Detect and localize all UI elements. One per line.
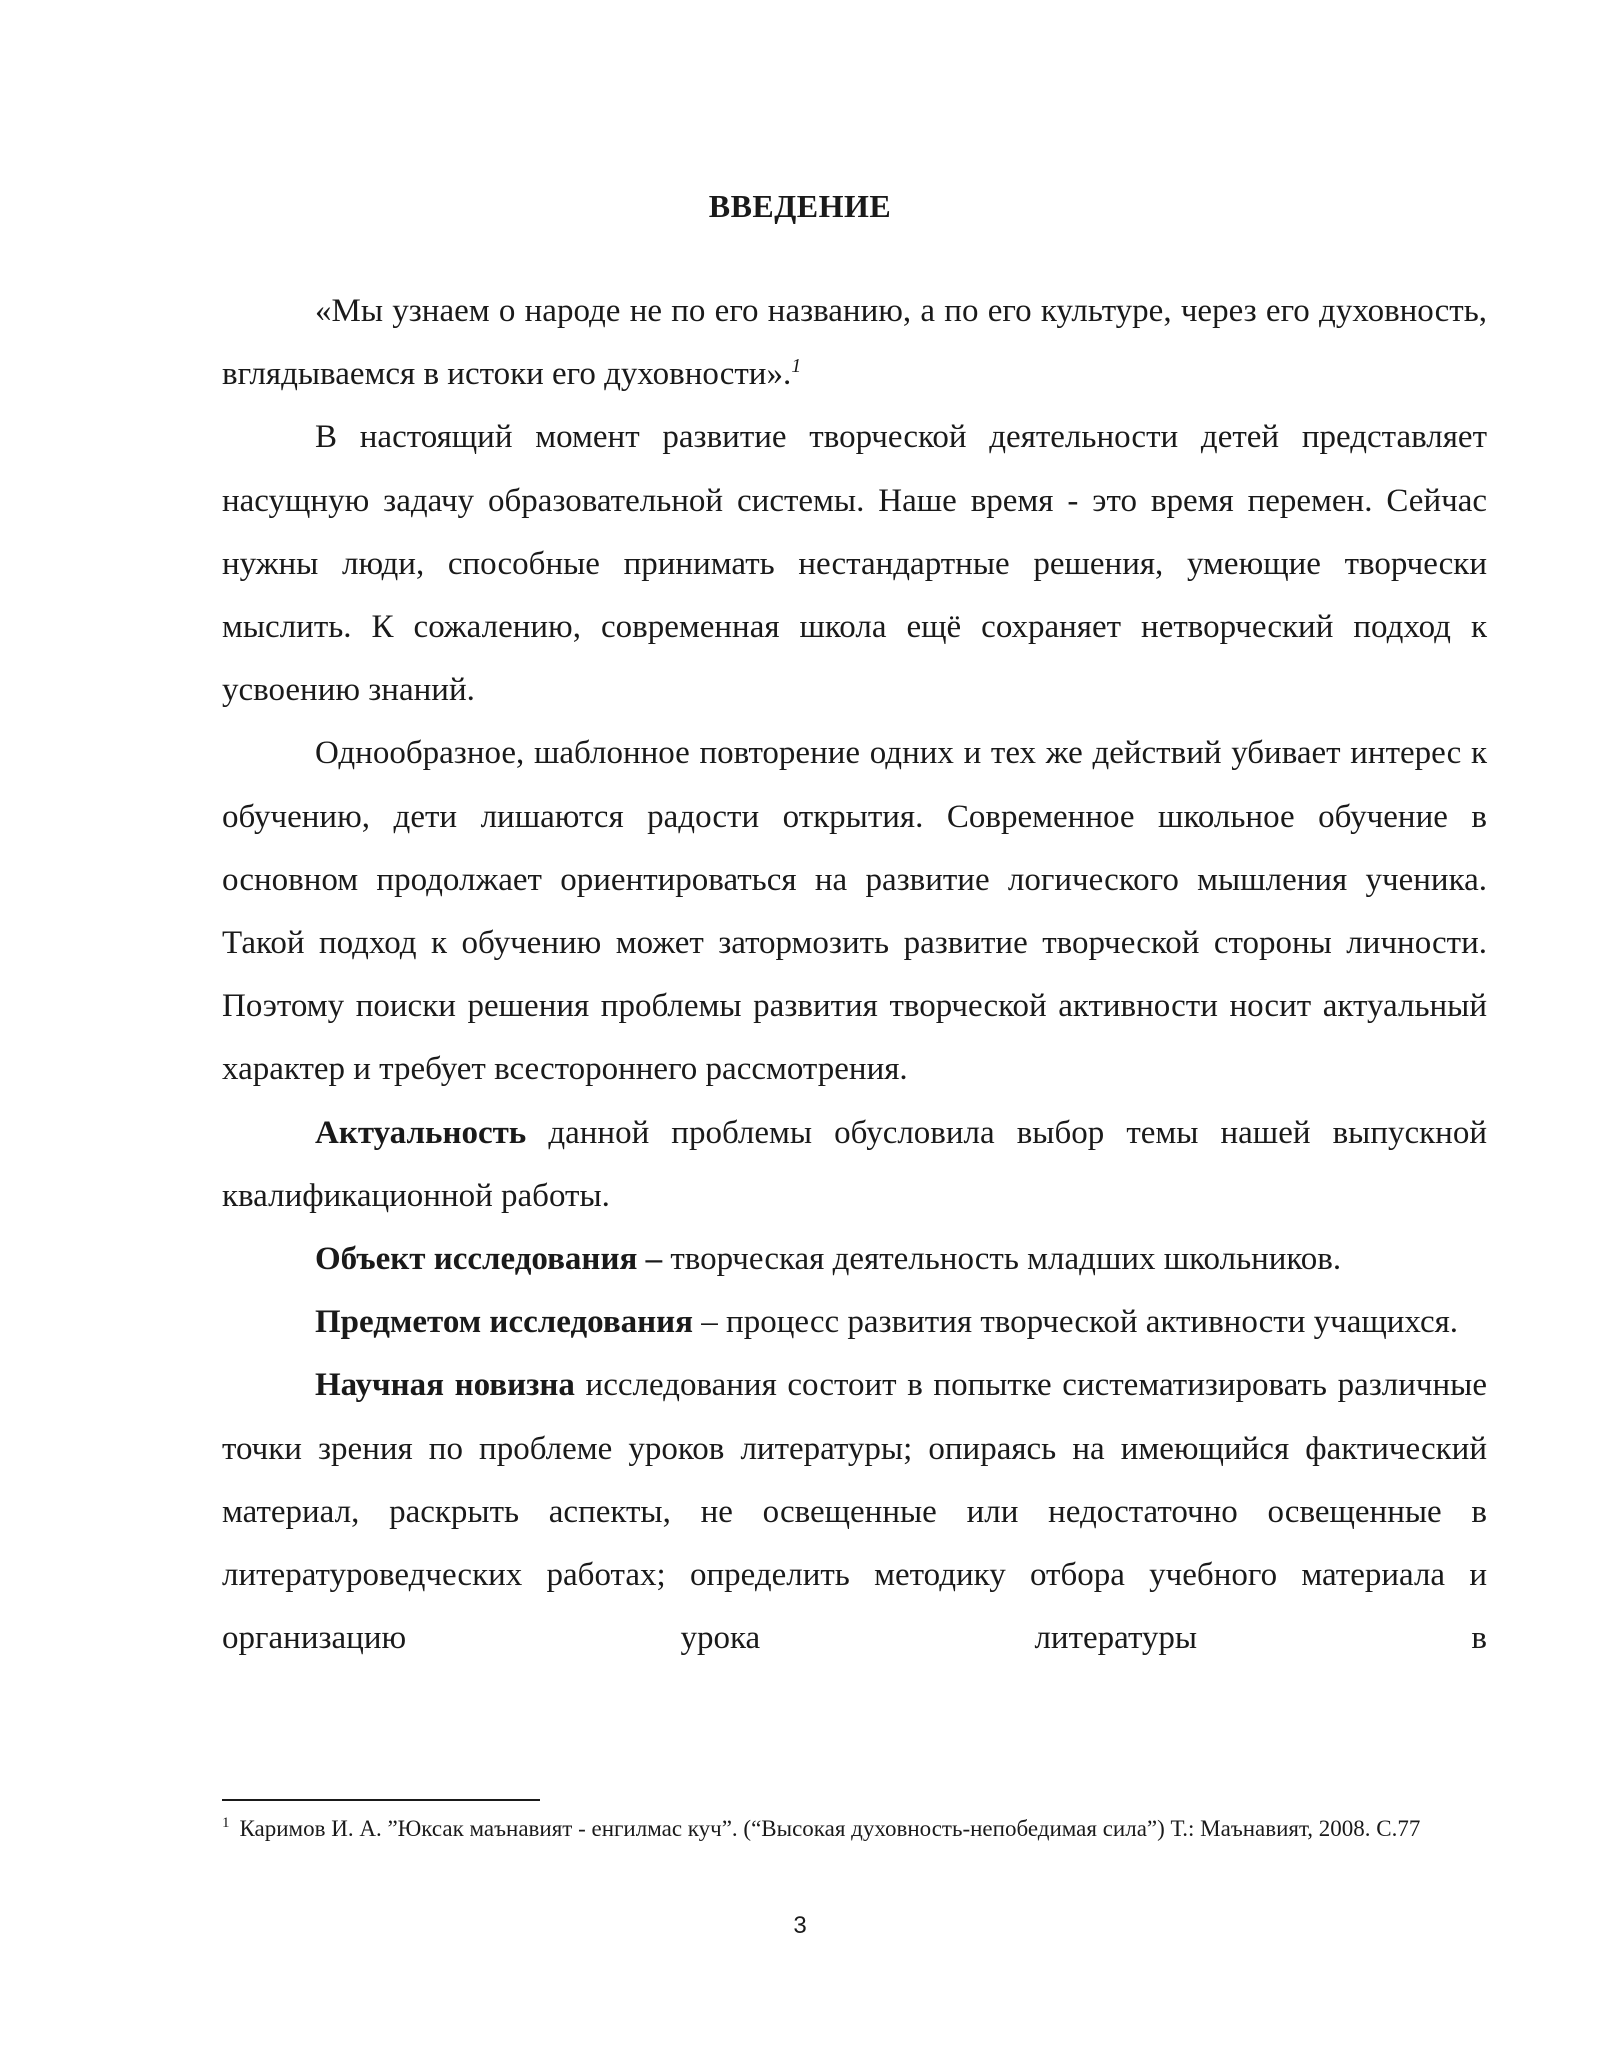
epigraph-quote: «Мы узнаем о народе не по его названию, а по его культуре, через его духовность, вглядываемся в истоки его духовности». bbox=[222, 293, 1487, 393]
page-number: 3 bbox=[793, 1912, 807, 1939]
paragraph-relevance bbox=[222, 1102, 1487, 1228]
paragraph-subject bbox=[222, 1291, 1487, 1354]
relevance-term: Актуальность bbox=[315, 1114, 527, 1151]
body-text bbox=[222, 280, 1487, 1670]
footnote-separator bbox=[222, 1799, 540, 1801]
footnote-number: 1 bbox=[222, 1815, 230, 1832]
object-text: творческая деятельность младших школьников. bbox=[662, 1241, 1342, 1278]
subject-term: Предметом исследования bbox=[315, 1304, 694, 1341]
novelty-term: Научная новизна bbox=[315, 1367, 575, 1404]
epigraph-paragraph bbox=[222, 280, 1487, 406]
paragraph-intro: В настоящий момент развитие творческой деятельности детей представляет насущную задачу образовательной системы. Наше время - это время перемен. Сейчас нужны люди, способные принимать нестандартные решения, умеющие творчески мыслить. К сожалению, современная школа ещё сохраняет нетворческий подход к усвоению знаний. bbox=[222, 419, 1487, 709]
novelty-text: исследования состоит в попытке систематизировать различные точки зрения по проблеме уроков литературы; опираясь на имеющийся фактический материал, раскрыть аспекты, не освещенные или недостаточно освещенные в литературоведческих работах; определить методику отбора учебного материала и организацию урока литературы в bbox=[222, 1367, 1487, 1657]
section-heading: ВВЕДЕНИЕ bbox=[708, 188, 892, 224]
paragraph-novelty bbox=[222, 1354, 1487, 1670]
paragraph-problem: Однообразное, шаблонное повторение одних и тех же действий убивает интерес к обучению, дети лишаются радости открытия. Современное школьное обучение в основном продолжает ориентироваться на развитие логического мышления ученика. Такой подход к обучению может затормозить развитие творческой стороны личности. Поэтому поиски решения проблемы развития творческой активности носит актуальный характер и требует всестороннего рассмотрения. bbox=[222, 735, 1487, 1088]
subject-text: – процесс развития творческой активности учащихся. bbox=[693, 1304, 1459, 1341]
relevance-text: данной проблемы обусловила выбор темы нашей выпускной квалификационной работы. bbox=[222, 1114, 1487, 1214]
footnote-text: Каримов И. А. ”Юксак маънавият - енгилмас куч”. (“Высокая духовность-непобедимая сила”) Т.: Маънавият, 2008. С.77 bbox=[239, 1816, 1421, 1841]
footnote-reference[interactable]: 1 bbox=[791, 355, 802, 378]
object-term: Объект исследования – bbox=[315, 1241, 663, 1278]
paragraph-object bbox=[222, 1228, 1487, 1291]
footnote bbox=[222, 1808, 1487, 1850]
